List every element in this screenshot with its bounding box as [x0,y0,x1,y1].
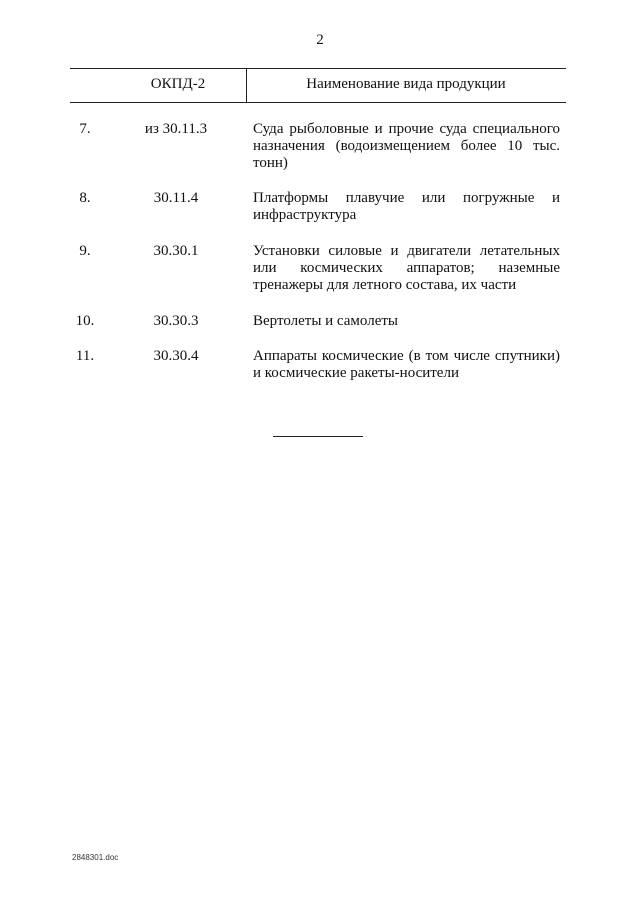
row-number: 8. [79,190,91,206]
row-number: 9. [79,243,91,259]
row-code: 30.11.4 [153,190,199,206]
row-name: Вертолеты и самолеты [253,313,398,329]
row-name: Суда рыболовные и прочие суда специального назначения (водоизмещением более 10 тыс. тонн) [253,121,560,171]
row-number: 11. [75,348,95,364]
table-header-top-rule [70,68,566,69]
footer-filename: 2848301.doc [72,853,119,862]
row-code: из 30.11.3 [144,121,208,137]
row-name: Установки силовые и двигатели летательных или космических аппаратов; наземные тренажеры для летного состава, их части [253,243,560,293]
column-header-name: Наименование вида продукции [306,76,506,92]
row-name: Аппараты космические (в том числе спутники) и космические ракеты-носители [253,348,560,381]
table-header-bottom-rule [70,102,566,103]
end-of-document-rule [273,436,363,437]
page-number: 2 [316,32,324,48]
row-code: 30.30.3 [153,313,199,329]
row-name: Платформы плавучие или погружные и инфраструктура [253,190,560,223]
table-header-divider [246,68,247,102]
row-number: 10. [75,313,95,329]
row-number: 7. [79,121,91,137]
row-code: 30.30.1 [153,243,199,259]
row-code: 30.30.4 [153,348,199,364]
column-header-code: ОКПД-2 [150,76,206,92]
